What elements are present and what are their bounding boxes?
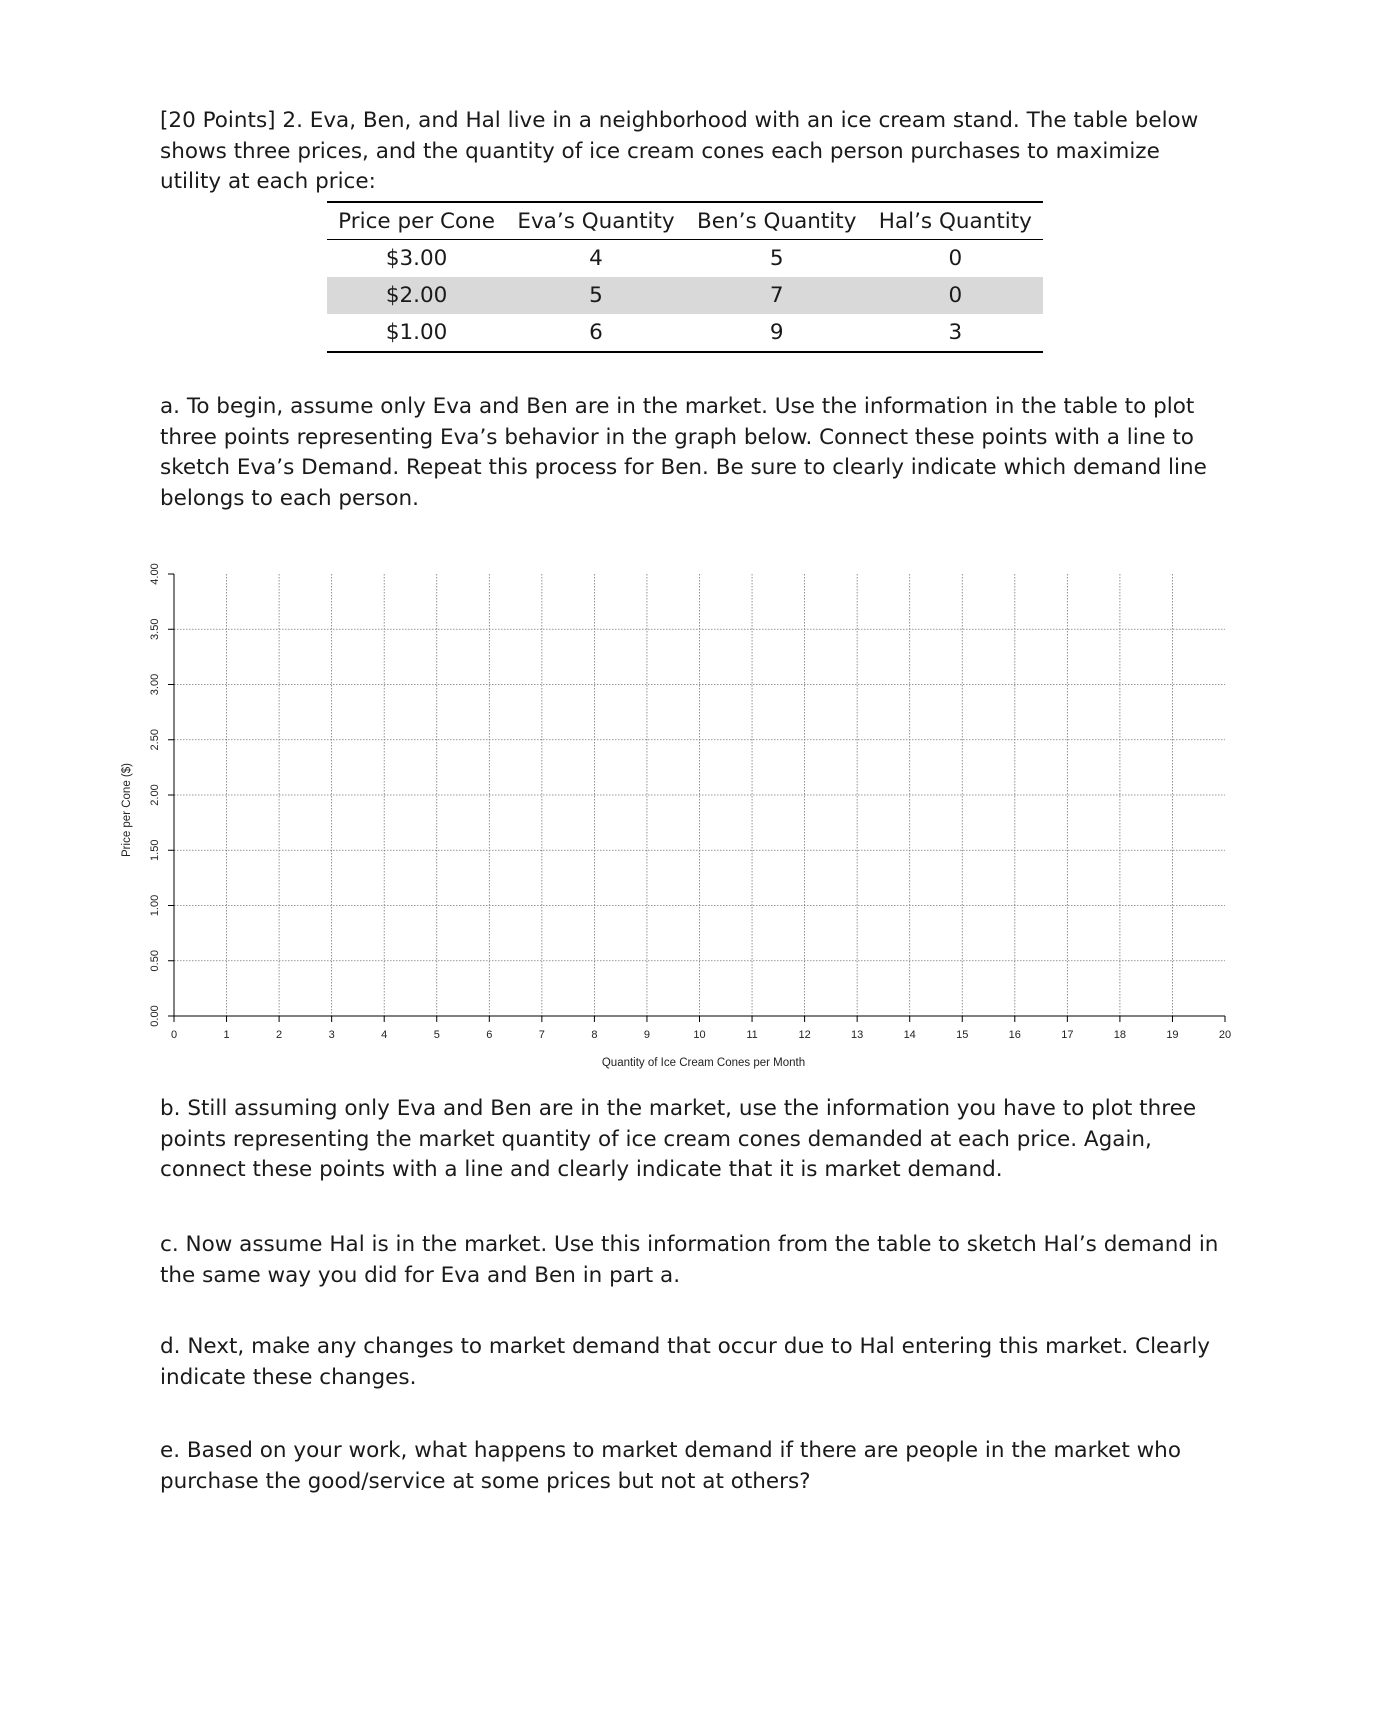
y-tick-label: 2.00 <box>149 784 161 806</box>
tick-marks <box>168 574 1225 1022</box>
table-cell: 5 <box>506 277 686 314</box>
x-tick-label: 19 <box>1166 1029 1179 1041</box>
y-tick-label: 1.00 <box>149 894 161 917</box>
column-header: Hal’s Quantity <box>868 202 1043 240</box>
table-cell: $3.00 <box>385 246 448 271</box>
y-tick-label: 0.00 <box>149 1005 161 1027</box>
x-tick-label: 17 <box>1061 1029 1074 1041</box>
table-cell: 5 <box>769 246 784 271</box>
x-tick-label: 11 <box>746 1029 758 1041</box>
table-cell: 7 <box>686 277 868 314</box>
x-tick-label: 5 <box>433 1029 440 1041</box>
x-tick-labels <box>171 1029 1231 1041</box>
table-header-row <box>327 202 1043 240</box>
part-e-question: e. Based on your work, what happens to market demand if there are people in the market who purchase the good/service at some prices but not at others? <box>160 1438 1181 1494</box>
table-cell: $2.00 <box>327 277 506 314</box>
x-tick-label: 15 <box>956 1029 969 1041</box>
x-tick-label: 0 <box>170 1029 178 1041</box>
x-tick-label: 7 <box>538 1029 545 1041</box>
table-row <box>327 240 1043 278</box>
x-tick-label: 18 <box>1113 1029 1127 1041</box>
x-tick-label: 1 <box>223 1029 230 1041</box>
x-axis-title: Quantity of Ice Cream Cones per Month <box>601 1057 806 1069</box>
x-tick-label: 16 <box>1008 1029 1021 1041</box>
table-cell: 3 <box>948 320 963 345</box>
table-row <box>327 277 1043 314</box>
demand-graph[interactable] <box>0 540 1373 1080</box>
table-cell: $1.00 <box>385 320 448 345</box>
x-tick-label: 3 <box>328 1029 335 1041</box>
table-cell: 0 <box>868 277 1043 314</box>
grid-lines <box>174 574 1225 1016</box>
part-d-question: d. Next, make any changes to market demand that occur due to Hal entering this market. Clearly indicate these changes. <box>160 1334 1210 1390</box>
x-tick-label: 12 <box>798 1029 811 1041</box>
part-b-question: b. Still assuming only Eva and Ben are in the market, use the information you have to plot three points representing the market quantity of ice cream cones demanded at each price. Again, connect these points with a line and clearly indicate that it is market demand. <box>160 1096 1197 1182</box>
x-tick-label: 6 <box>486 1029 493 1041</box>
y-tick-labels <box>149 563 161 1026</box>
x-tick-label: 8 <box>591 1029 598 1041</box>
table-cell: 9 <box>769 320 784 345</box>
y-tick-label: 0.50 <box>149 950 161 972</box>
x-tick-label: 2 <box>276 1029 283 1041</box>
x-tick-label: 20 <box>1218 1029 1232 1041</box>
table-row <box>327 314 1043 352</box>
table-cell: 0 <box>948 246 963 271</box>
column-header: Price per Cone <box>327 202 506 240</box>
x-tick-label: 13 <box>851 1029 864 1041</box>
y-tick-label: 4.00 <box>149 563 161 585</box>
question-intro: [20 Points] 2. Eva, Ben, and Hal live in a neighborhood with an ice cream stand. The table below shows three prices, and the quantity of ice cream cones each person purchases to maximize utility at each price: <box>160 108 1199 194</box>
y-tick-label: 3.50 <box>149 618 161 640</box>
y-tick-label: 2.50 <box>149 729 161 751</box>
column-header: Ben’s Quantity <box>686 202 868 240</box>
y-tick-label: 3.00 <box>149 673 161 696</box>
x-tick-label: 4 <box>381 1029 388 1041</box>
x-tick-label: 9 <box>643 1029 651 1041</box>
price-quantity-table <box>327 201 1043 353</box>
x-tick-label: 10 <box>693 1029 706 1041</box>
table-cell: 6 <box>589 320 603 345</box>
y-axis-title: Price per Cone ($) <box>121 763 133 857</box>
x-tick-label: 14 <box>903 1029 916 1041</box>
table-cell: 4 <box>589 246 603 271</box>
part-c-question: c. Now assume Hal is in the market. Use this information from the table to sketch Hal’s demand in the same way you did for Eva and Ben in part a. <box>160 1232 1219 1288</box>
part-a-question: a. To begin, assume only Eva and Ben are in the market. Use the information in the table to plot three points representing Eva’s behavior in the graph below. Connect these points with a line to sketch Eva’s Demand. Repeat this process for Ben. Be sure to clearly indicate which demand line belongs to each person. <box>160 394 1207 511</box>
column-header: Eva’s Quantity <box>506 202 686 240</box>
y-tick-label: 1.50 <box>149 839 161 861</box>
